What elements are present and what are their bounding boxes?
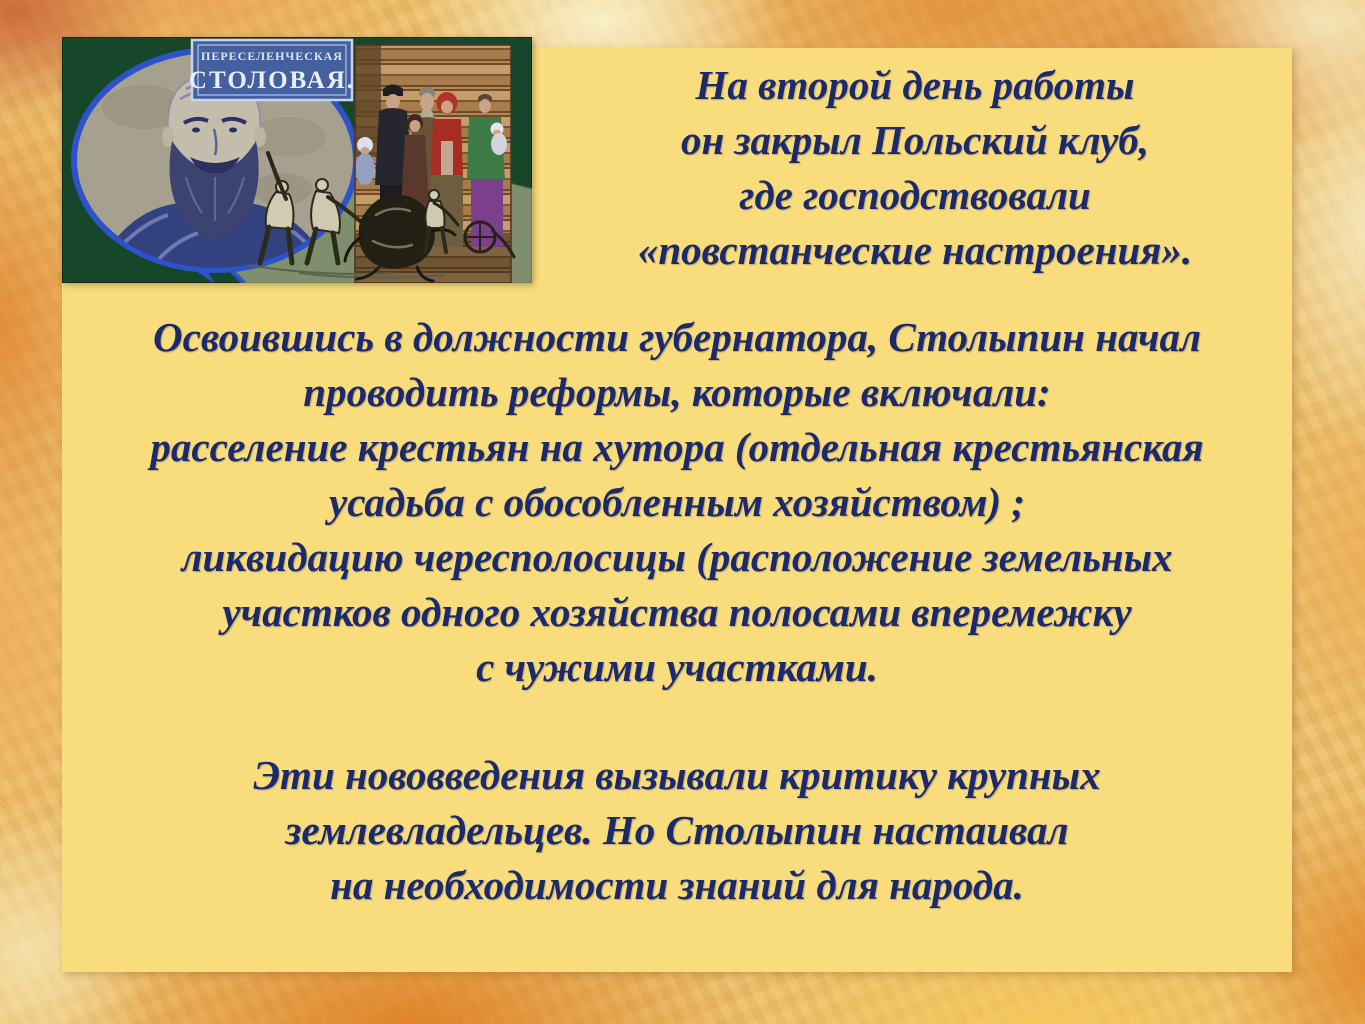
canteen-sign <box>189 40 355 100</box>
woman-apron <box>441 141 453 175</box>
woman2-face <box>479 99 491 113</box>
sign-line1: ПЕРЕСЕЛЕНЧЕСКАЯ <box>201 49 343 63</box>
text-line: На второй день работы <box>695 62 1135 108</box>
peasant2-head <box>316 179 328 191</box>
text-line: на необходимости знаний для народа. <box>330 862 1024 908</box>
baby-body <box>355 153 375 185</box>
text-line: проводить реформы, которые включали: <box>303 369 1051 415</box>
eye <box>192 128 200 133</box>
text-line: ликвидацию чересполосицы (расположение земельных <box>181 534 1173 580</box>
text-line: он закрыл Польский клуб, <box>680 117 1150 163</box>
woman-face <box>441 101 453 114</box>
text-line: участков одного хозяйства полосами вперемежку <box>222 589 1132 635</box>
elder-face <box>420 93 434 111</box>
sign-line2: СТОЛОВАЯ. <box>188 67 356 94</box>
text-line: землевладельцев. Но Столыпин настаивал <box>285 807 1069 853</box>
eye <box>229 128 237 133</box>
peasant3-head <box>429 190 439 200</box>
man-face <box>386 94 400 110</box>
text-line: расселение крестьян на хутора (отдельная крестьянская <box>150 424 1204 470</box>
text-line: Освоившись в должности губернатора, Столыпин начал <box>153 314 1201 360</box>
text-block-criticism <box>66 748 1288 913</box>
baby2-body <box>491 133 507 155</box>
text-block-reforms <box>66 310 1288 695</box>
collage-image <box>62 37 532 283</box>
girl-face <box>410 120 421 132</box>
text-line: усадьба с обособленным хозяйством) ; <box>329 479 1025 525</box>
text-line: с чужими участками. <box>476 644 878 690</box>
text-block-polish-club <box>545 58 1285 278</box>
text-line: где господствовали <box>739 172 1091 218</box>
text-line: Эти нововведения вызывали критику крупных <box>253 752 1101 798</box>
text-line: «повстанческие настроения». <box>637 227 1193 273</box>
